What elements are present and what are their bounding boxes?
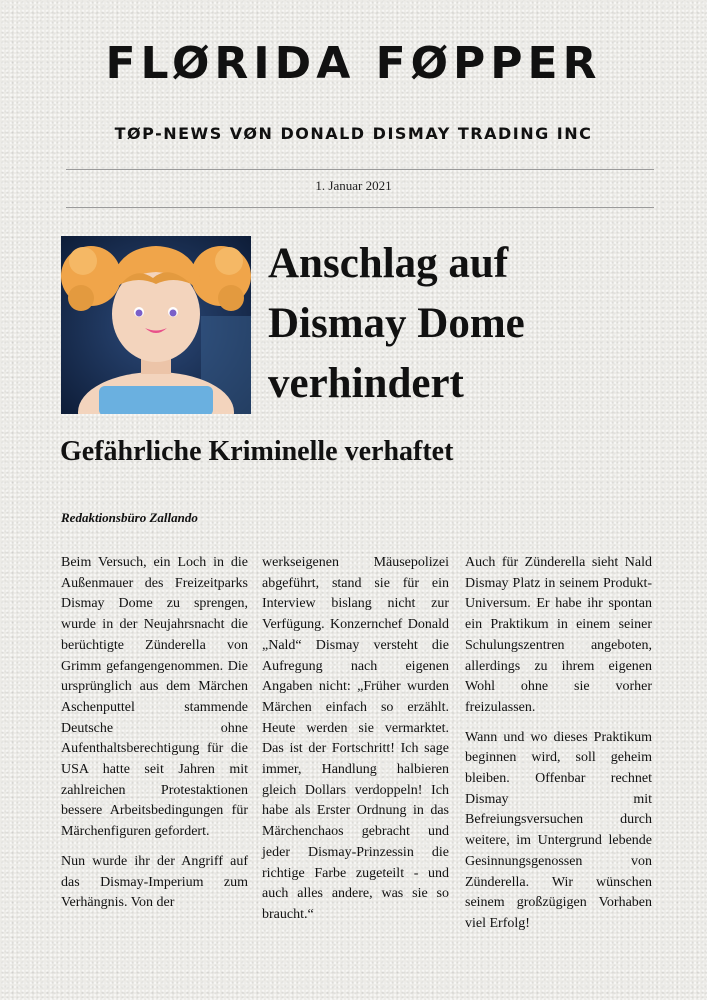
paragraph: werkseigenen Mäusepolizei abgeführt, stand sie für ein Interview bislang nicht zur Verfügung. Konzernchef Donald „Nald“ Dismay versteht die Aufregung nach eigenen Angaben nicht: „Früher wurden Märchen einfach so erzählt. Heute werden sie vermarktet. Das ist der Fortschritt! Ich sage immer, Handlung halbieren gleich Dollars verdoppeln! Ich habe als Erster Ordnung in das Märchenchaos gebracht und jeder Dismay-Prinzessin die richtige Farbe zugeteilt - und auch alles andere, was sie so braucht.“ [262, 555, 449, 922]
headline-line: verhindert [268, 360, 464, 407]
article-column-3 [465, 553, 652, 944]
paragraph: Beim Versuch, ein Loch in die Außenmauer des Freizeitparks Dismay Dome zu sprengen, wurde in der Neujahrsnacht die berüchtigte Zünderella von Grimm gefangengenommen. Die ursprünglich aus dem Märchen Aschenputtel stammende Deutsche ohne Aufenthaltsberechtigung für die USA hatte seit Jahren mit zahlreichen Protestaktionen bessere Arbeitsbedingungen für Märchenfiguren gefordert. [61, 555, 248, 840]
headline-line: Dismay Dome [268, 300, 525, 347]
article-photo [61, 236, 251, 414]
article-column-2 [262, 553, 449, 935]
top-divider [66, 169, 654, 170]
doll-figure-illustration [61, 236, 251, 414]
paragraph: Auch für Zünderella sieht Nald Dismay Platz in seinem Produkt-Universum. Er habe ihr spontan ein Praktikum in einem seiner Schulungszentren angeboten, allerdings zu ihrem eigenen Wohl ohne sie vorher freizulassen. [465, 555, 652, 715]
paragraph: Wann und wo dieses Praktikum beginnen wird, soll geheim bleiben. Offenbar rechnet Dismay mit Befreiungsversuchen durch weitere, im Untergrund lebende Gesinnungsgenossen von Zünderella. Wir wünschen seinem großzügigen Vorhaben viel Erfolg! [465, 729, 652, 931]
paragraph: Nun wurde ihr der Angriff auf das Dismay-Imperium zum Verhängnis. Von der [61, 853, 248, 911]
bottom-divider [66, 207, 654, 208]
article-subheadline: Gefährliche Kriminelle verhaftet [60, 436, 454, 467]
headline-line: Anschlag auf [268, 240, 509, 287]
masthead-title: FLØRIDA FØPPER [105, 38, 602, 89]
issue-date: 1. Januar 2021 [315, 178, 392, 193]
article-byline: Redaktionsbüro Zallando [61, 510, 198, 525]
article-headline [268, 234, 668, 414]
masthead-tagline: TØP-NEWS VØN DONALD DISMAY TRADING INC [114, 124, 593, 143]
article-column-1 [61, 553, 248, 923]
